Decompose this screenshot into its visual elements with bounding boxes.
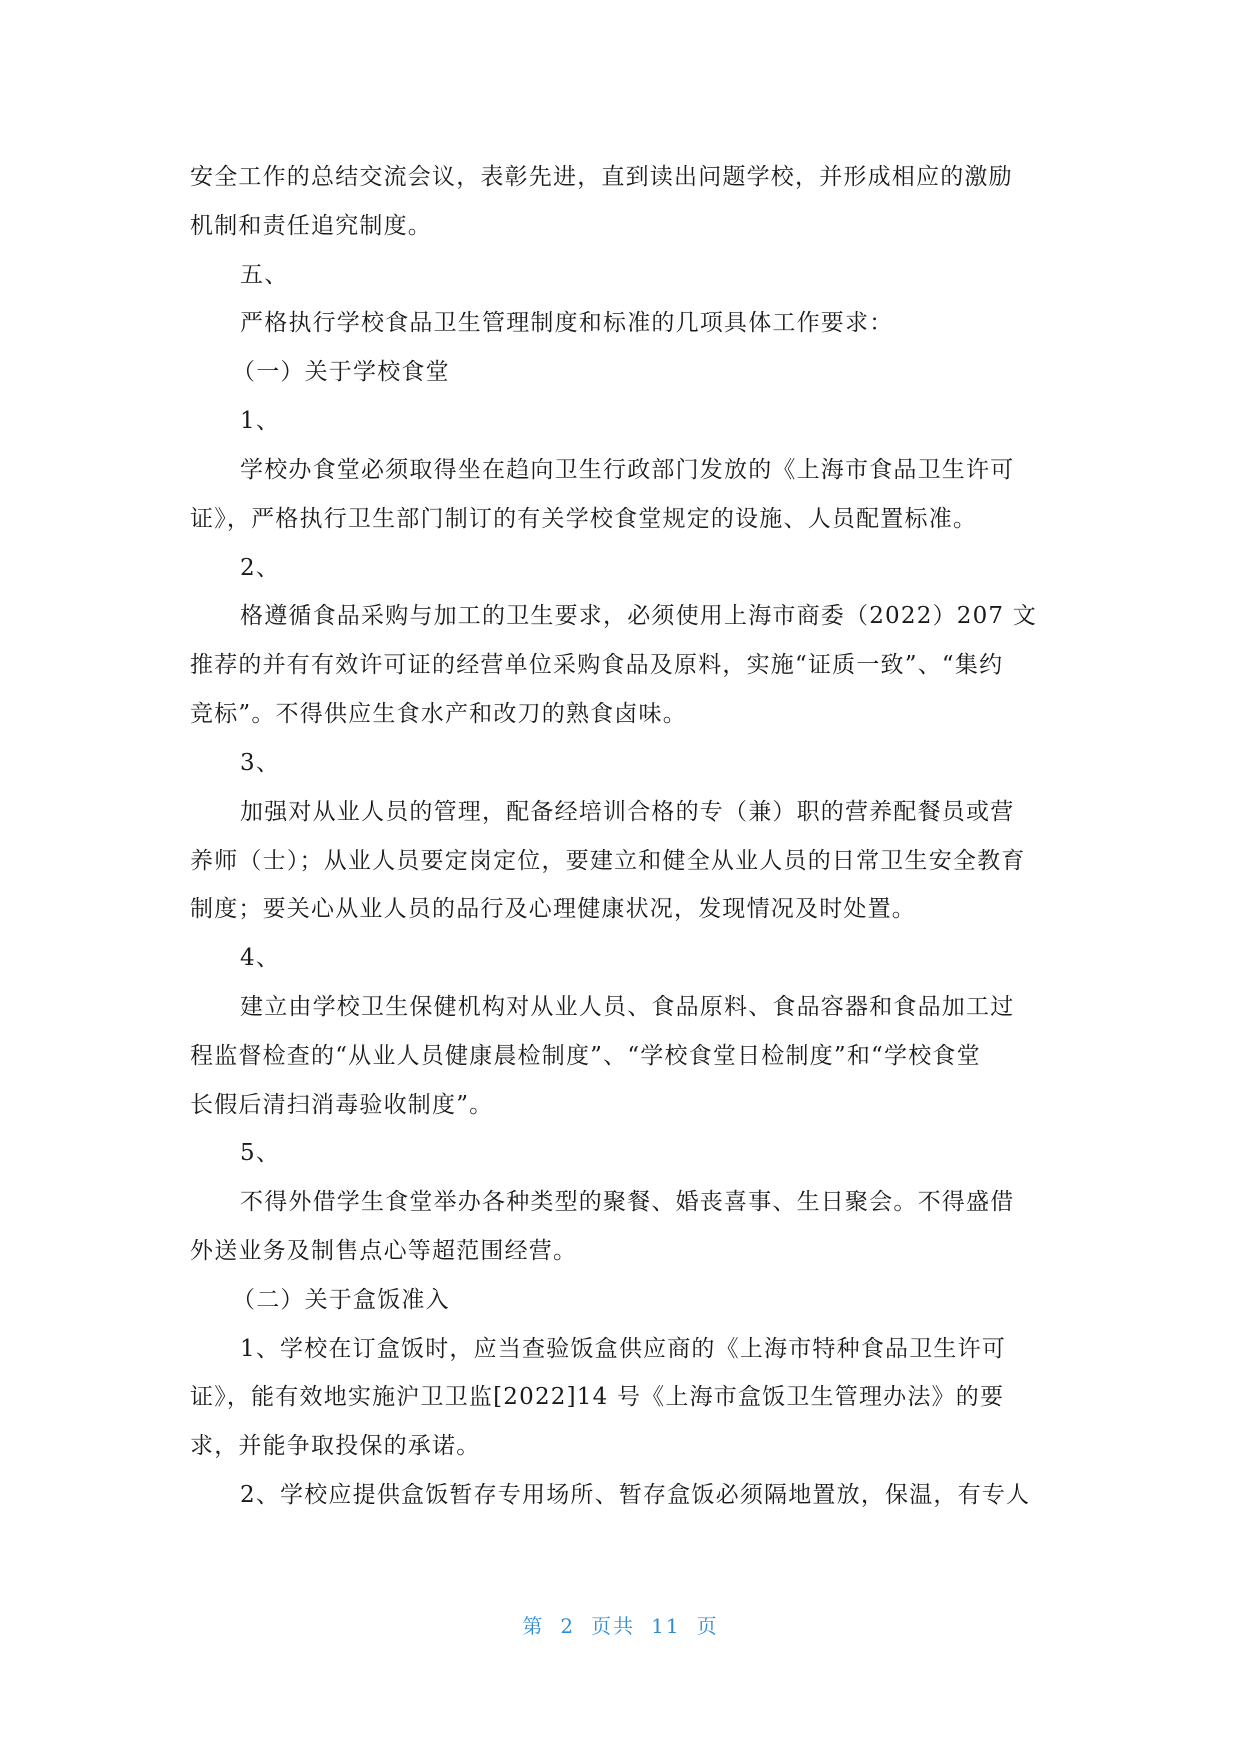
text-line: 外送业务及制售点心等超范围经营。 — [190, 1238, 578, 1264]
footer-suffix: 页 — [696, 1614, 719, 1638]
text-line: 建立由学校卫生保健机构对从业人员、食品原料、食品容器和食品加工过 — [240, 994, 1015, 1020]
footer-page-number: 2 — [560, 1614, 576, 1638]
item-number: 5、 — [240, 1140, 281, 1166]
item-number: 2、 — [240, 555, 281, 581]
text-line: 养师（士）；从业人员要定岗定位，要建立和健全从业人员的日常卫生安全教育 — [190, 848, 1026, 874]
text-line: 不得外借学生食堂举办各种类型的聚餐、婚丧喜事、生日聚会。不得盛借 — [240, 1189, 1015, 1215]
text-line: 竞标”。不得供应生食水产和改刀的熟食卤味。 — [190, 701, 687, 727]
text-line: 学校办食堂必须取得坐在趋向卫生行政部门发放的《上海市食品卫生许可 — [240, 457, 1015, 483]
text-line: 制度；要关心从业人员的品行及心理健康状况，发现情况及时处置。 — [190, 896, 916, 922]
text-line: 程监督检查的“从业人员健康晨检制度”、“学校食堂日检制度”和“学校食堂 — [190, 1043, 981, 1069]
item-number: 1、 — [240, 408, 281, 434]
text-line: 安全工作的总结交流会议，表彰先进，直到读出问题学校，并形成相应的激励 — [190, 164, 1013, 190]
item-number: 3、 — [240, 750, 281, 776]
text-line: 证》，能有效地实施沪卫卫监[2022]14 号《上海市盒饭卫生管理办法》的要 — [190, 1384, 1005, 1410]
text-line: 机制和责任追究制度。 — [190, 213, 432, 239]
text-line: 证》，严格执行卫生部门制订的有关学校食堂规定的设施、人员配置标准。 — [190, 506, 978, 532]
footer-prefix: 第 — [522, 1614, 545, 1638]
text-line: 加强对从业人员的管理，配备经培训合格的专（兼）职的营养配餐员或营 — [240, 799, 1015, 825]
footer-middle: 页共 — [591, 1614, 636, 1638]
text-line: 求，并能争取投保的承诺。 — [190, 1433, 481, 1459]
text-line: 严格执行学校食品卫生管理制度和标准的几项具体工作要求： — [240, 310, 894, 336]
footer-total-pages: 11 — [651, 1614, 681, 1638]
text-line: 2、学校应提供盒饭暂存专用场所、暂存盒饭必须隔地置放，保温，有专人 — [240, 1482, 1031, 1508]
text-line: 长假后清扫消毒验收制度”。 — [190, 1092, 494, 1118]
section-heading: 五、 — [240, 262, 289, 288]
subsection-heading: （二）关于盒饭准入 — [232, 1287, 450, 1313]
text-line: 格遵循食品采购与加工的卫生要求，必须使用上海市商委（2022）207 文 — [240, 603, 1037, 629]
text-line: 推荐的并有有效许可证的经营单位采购食品及原料，实施“证质一致”、“集约 — [190, 652, 1004, 678]
item-number: 4、 — [240, 945, 281, 971]
text-line: 1、学校在订盒饭时，应当查验饭盒供应商的《上海市特种食品卫生许可 — [240, 1336, 1007, 1362]
subsection-heading: （一）关于学校食堂 — [232, 359, 450, 385]
page-footer — [0, 1610, 1241, 1639]
